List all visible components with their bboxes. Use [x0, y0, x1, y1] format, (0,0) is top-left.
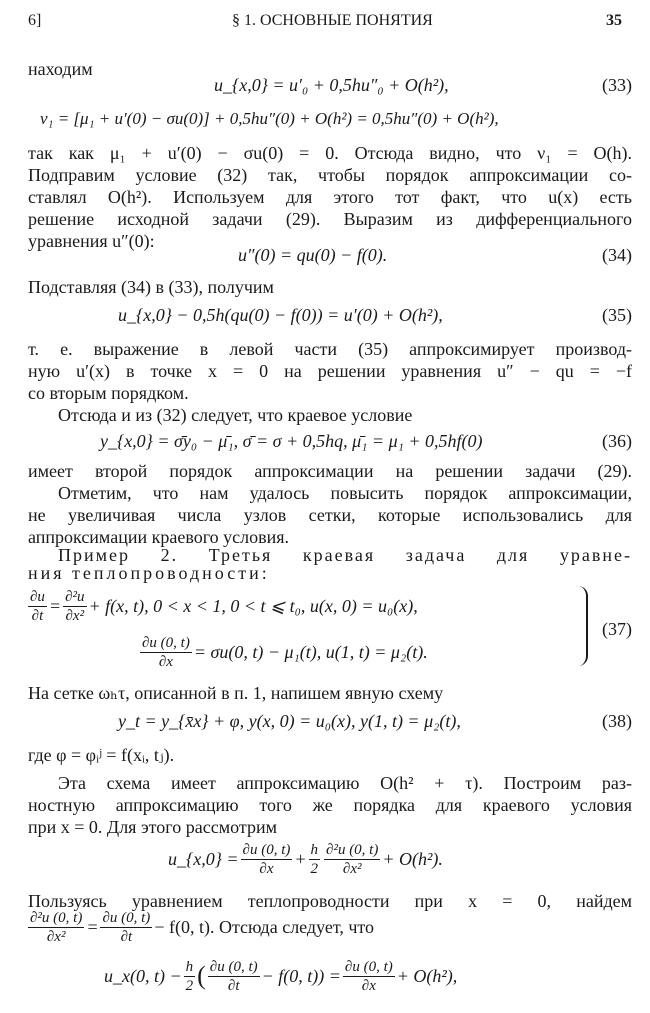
- eq-number-37: (37): [602, 619, 632, 639]
- equation-38: y_t = y_{x̄x} + φ, y(x, 0) = u₀(x), y(1, t) = μ₂(t),: [118, 711, 461, 731]
- section-title: § 1. ОСНОВНЫЕ ПОНЯТИЯ: [232, 12, 433, 29]
- equation-34: u″(0) = qu(0) − f(0).: [238, 245, 388, 265]
- example-heading: Пример 2. Третья краевая задача для уравне-: [58, 545, 632, 565]
- equation-35: u_{x,0} − 0,5h(qu(0) − f(0)) = u′(0) + O(h²),: [118, 305, 443, 325]
- text-line: Подставляя (34) в (33), получим: [28, 277, 274, 297]
- text-line: Отметим, что нам удалось повысить порядок аппроксимации,: [58, 483, 632, 503]
- page-left-marker: 6]: [28, 12, 42, 29]
- text-line: ностную аппроксимацию того же порядка для краевого условия: [28, 795, 632, 815]
- fraction: $\frac{\partial u (0, t)}{\partial x}$: [242, 841, 291, 877]
- equation-36: y_{x,0} = σ̄y₀ − μ̄₁, σ̄ = σ + 0,5hq, μ̄₁ = μ₁ + 0,5hf(0): [100, 431, 483, 451]
- text-line: находим: [28, 59, 93, 79]
- text-line: не увеличивая числа узлов сетки, которые использовались для: [28, 505, 632, 525]
- text-line: так как μ₁ + u′(0) − σu(0) = 0. Отсюда видно, что ν₁ = O(h).: [28, 143, 632, 163]
- equation-heat-at-zero: $\frac{\text{∂²u (0, t)}}{\text{∂x²}}$ = $\frac{\partial u (0, t)}{\partial t}$ − f(0, t). Отсюда следует, что: [30, 909, 375, 945]
- equation-37-row2: $\frac{\partial u (0, t)}{\partial x}$ = σu(0, t) − μ₁(t), u(1, t) = μ₂(t).: [142, 634, 428, 670]
- text-line: со вторым порядком.: [28, 383, 189, 403]
- text-line: уравнения u″(0):: [28, 231, 155, 251]
- text-line: ставлял O(h²). Используем для этого тот факт, что u(x) есть: [28, 187, 632, 207]
- equation-nu1: ν₁ = [μ₁ + u′(0) − σu(0)] + 0,5hu″(0) + O(h²) = 0,5hu″(0) + O(h²),: [40, 109, 499, 128]
- text-line: т. е. выражение в левой части (35) аппроксимирует производ-: [28, 339, 632, 359]
- equation-37-row1: $\frac{\partial u}{\partial t}$ = $\frac{\text{∂²u}}{\text{∂x²}}$ + f(x, t), 0 < x < 1, 0 < t ⩽ t₀, u(x, 0) = u₀(x),: [30, 588, 418, 624]
- fraction: $\frac{h}{2}$: [185, 958, 194, 994]
- eq-number-38: (38): [602, 711, 632, 731]
- eq-number-34: (34): [602, 245, 632, 265]
- fraction: $\frac{\partial u (0, t)}{\partial t}$: [102, 909, 151, 945]
- page-number: 35: [606, 12, 622, 29]
- equation-ux0: u_{x,0} = $\frac{\partial u (0, t)}{\partial x}$ + $\frac{h}{2}$ $\frac{\text{∂²u (0, t)}}{\text{∂x²}}$ + O(h²).: [168, 841, 443, 877]
- fraction: $\frac{h}{2}$: [310, 841, 319, 877]
- fraction: $\frac{\text{∂²u (0, t)}}{\text{∂x²}}$: [326, 841, 379, 877]
- fraction: $\frac{\partial u (0, t)}{\partial x}$: [142, 634, 190, 670]
- fraction: $\frac{\text{∂²u (0, t)}}{\text{∂x²}}$: [30, 909, 83, 945]
- text-line: при x = 0. Для этого рассмотрим: [28, 817, 277, 837]
- text-line: Пользуясь уравнением теплопроводности при x = 0, найдем: [28, 891, 632, 911]
- eq-number-35: (35): [602, 305, 632, 325]
- fraction: $\frac{\partial u (0, t)}{\partial t}$: [209, 958, 258, 994]
- eq-number-33: (33): [602, 75, 632, 95]
- fraction: $\frac{\partial u (0, t)}{\partial x}$: [344, 958, 393, 994]
- fraction: $\frac{\partial u}{\partial t}$: [30, 588, 45, 624]
- text-line: имеет второй порядок аппроксимации на решении задачи (29).: [28, 461, 632, 481]
- text-line: ную u′(x) в точке x = 0 на решении уравнения u″ − qu = −f: [28, 361, 632, 381]
- text-line: Отсюда и из (32) следует, что краевое условие: [58, 405, 413, 425]
- text-line: где φ = φᵢʲ = f(xᵢ, tⱼ).: [28, 745, 175, 765]
- equation-final: u_x(0, t) − $\frac{h}{2}$ ( $\frac{\partial u (0, t)}{\partial t}$ − f(0, t)) = $\frac{\partial u (0, t)}{\partial x}$ + O(h²),: [104, 958, 458, 994]
- text-line: ния теплопроводности:: [28, 563, 270, 583]
- text-line: Эта схема имеет аппроксимацию O(h² + τ). Построим раз-: [58, 773, 632, 793]
- text-line: аппроксимации краевого условия.: [28, 527, 290, 547]
- equation-33: u_{x,0} = u′₀ + 0,5hu″₀ + O(h²),: [214, 75, 449, 95]
- text-line: решение исходной задачи (29). Выразим из дифференциального: [28, 209, 632, 229]
- text-line: Подправим условие (32) так, чтобы порядок аппроксимации со-: [28, 165, 632, 185]
- fraction: $\frac{\text{∂²u}}{\text{∂x²}}$: [65, 588, 85, 624]
- text-line: На сетке ωₕτ, описанной в п. 1, напишем явную схему: [28, 683, 444, 703]
- eq-number-36: (36): [602, 431, 632, 451]
- brace: [578, 586, 588, 666]
